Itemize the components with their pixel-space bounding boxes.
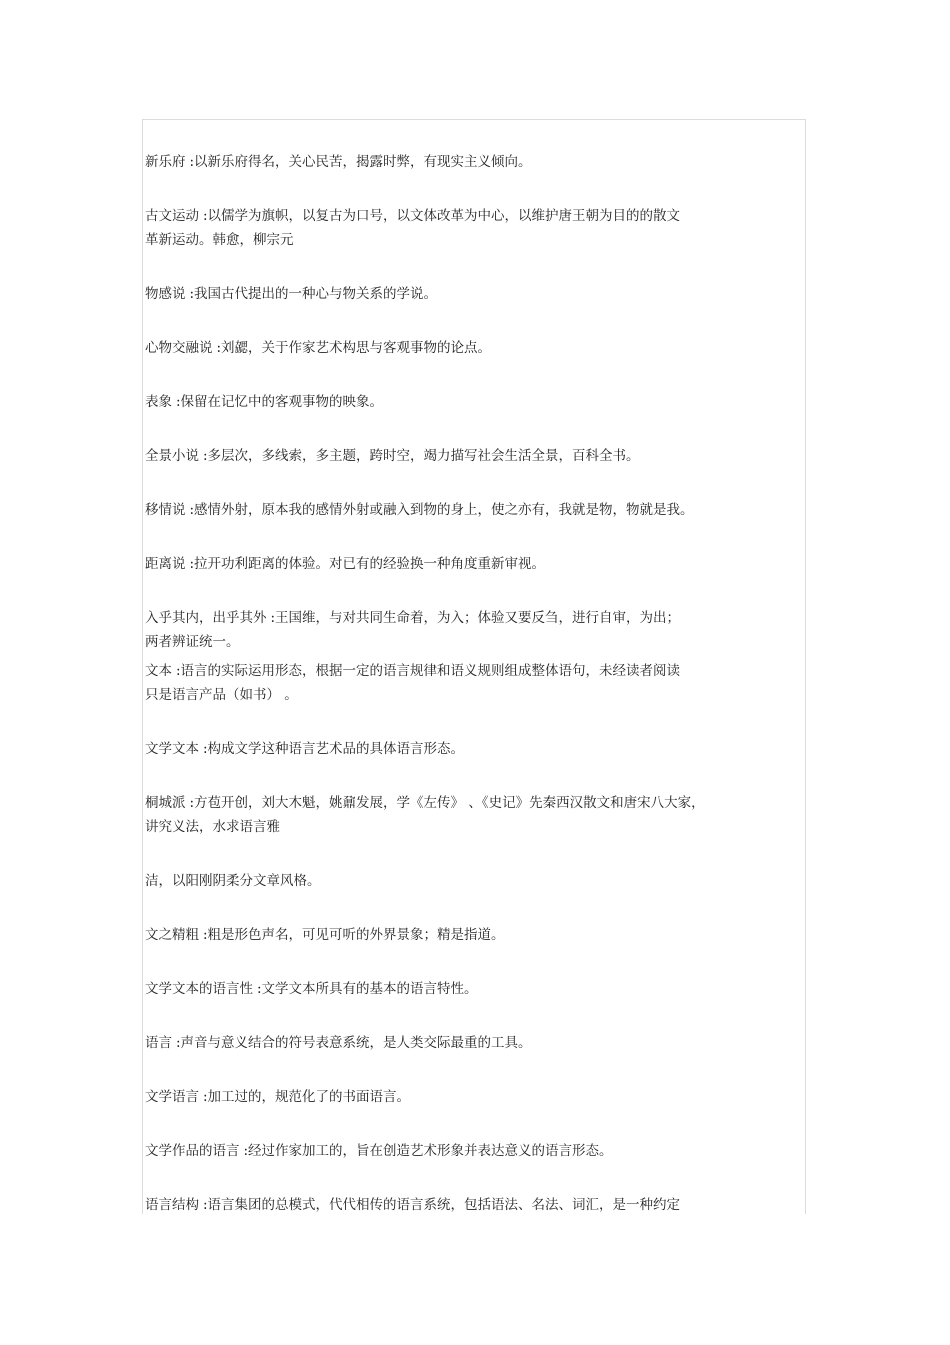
entry-definition-continued: 只是语言产品（如书） 。 <box>145 687 298 703</box>
entry-biaoxiang <box>145 390 795 414</box>
document-page <box>142 119 806 1214</box>
entry-guwen-yundong <box>145 204 795 252</box>
entry-definition: :保留在记忆中的客观事物的映象。 <box>176 394 384 410</box>
entry-term: 新乐府 <box>145 154 186 170</box>
entry-juli-shuo <box>145 552 795 576</box>
document-body <box>145 150 795 1214</box>
entry-term: 物感说 <box>145 286 186 302</box>
entry-term: 心物交融说 <box>145 340 213 356</box>
entry-term: 入乎其内，出乎其外 <box>145 610 267 626</box>
entry-term: 移情说 <box>145 502 186 518</box>
entry-term: 古文运动 <box>145 208 199 224</box>
entry-term: 表象 <box>145 394 172 410</box>
entry-term: 语言结构 <box>145 1197 199 1213</box>
entry-definition-continued: 革新运动。韩愈，柳宗元 <box>145 232 294 248</box>
entry-definition: :语言集团的总模式，代代相传的语言系统，包括语法、名法、词汇，是一种约定 <box>203 1197 681 1213</box>
entry-zuopin-yuyan <box>145 1139 795 1163</box>
entry-definition: :加工过的，规范化了的书面语言。 <box>203 1089 411 1105</box>
entry-definition: :经过作家加工的，旨在创造艺术形象并表达意义的语言形态。 <box>243 1143 613 1159</box>
entry-definition: :王国维，与对共同生命着，为入；体验又要反刍，进行自审，为出； <box>270 610 681 626</box>
entry-term: 桐城派 <box>145 795 186 811</box>
entry-definition: :以新乐府得名，关心民苦，揭露时弊，有现实主义倾向。 <box>189 154 532 170</box>
entry-yuyan <box>145 1031 795 1055</box>
entry-definition-continued: 两者辨证统一。 <box>145 634 240 650</box>
entry-definition: :粗是形色声名，可见可听的外界景象；精是指道。 <box>203 927 505 943</box>
entry-definition: :刘勰，关于作家艺术构思与客观事物的论点。 <box>216 340 492 356</box>
entry-term: 文学作品的语言 <box>145 1143 240 1159</box>
entry-definition: :构成文学这种语言艺术品的具体语言形态。 <box>203 741 465 757</box>
entry-term: 文学文本 <box>145 741 199 757</box>
entry-term: 距离说 <box>145 556 186 572</box>
entry-definition: :我国古代提出的一种心与物关系的学说。 <box>189 286 438 302</box>
entry-term: 语言 <box>145 1035 172 1051</box>
entry-definition: :拉开功利距离的体验。对已有的经验换一种角度重新审视。 <box>189 556 546 572</box>
entry-tongcheng-pai <box>145 791 795 839</box>
entry-xinyuefu <box>145 150 795 174</box>
entry-definition: :多层次，多线索，多主题，跨时空，竭力描写社会生活全景，百科全书。 <box>203 448 640 464</box>
entry-continuation <box>145 869 795 893</box>
entry-wugan-shuo <box>145 282 795 306</box>
entry-wenxue-wenben <box>145 737 795 761</box>
entry-term: 文学文本的语言性 <box>145 981 253 997</box>
entry-definition: :语言的实际运用形态，根据一定的语言规律和语义规则组成整体语句，未经读者阅读 <box>176 663 681 679</box>
entry-term: 文学语言 <box>145 1089 199 1105</box>
entry-definition: :方苞开创，刘大木魁，姚鼐发展，学《左传》 、《史记》先秦西汉散文和唐宋八大家， <box>189 795 705 811</box>
entry-yuyan-jiegou <box>145 1193 795 1214</box>
entry-term: 文本 <box>145 663 172 679</box>
entry-wenzhi-jingcu <box>145 923 795 947</box>
entry-term: 全景小说 <box>145 448 199 464</box>
entry-yiqing-shuo <box>145 498 795 522</box>
entry-xinwu-jiaorong <box>145 336 795 360</box>
entry-definition: :声音与意义结合的符号表意系统，是人类交际最重的工具。 <box>176 1035 532 1051</box>
entry-definition-continued: 讲究义法，水求语言雅 <box>145 819 280 835</box>
entry-term: 文之精粗 <box>145 927 199 943</box>
entry-definition-continued: 洁，以阳刚阴柔分文章风格。 <box>145 873 321 889</box>
entry-yuyan-xing <box>145 977 795 1001</box>
entry-ruhu-qinei <box>145 606 795 654</box>
entry-definition: :以儒学为旗帜，以复古为口号，以文体改革为中心，以维护唐王朝为目的的散文 <box>203 208 681 224</box>
entry-definition: :感情外射，原本我的感情外射或融入到物的身上，使之亦有，我就是物，物就是我。 <box>189 502 694 518</box>
entry-definition: :文学文本所具有的基本的语言特性。 <box>257 981 478 997</box>
entry-wenben <box>145 659 795 707</box>
entry-wenxue-yuyan <box>145 1085 795 1109</box>
entry-quanjing-xiaoshuo <box>145 444 795 468</box>
